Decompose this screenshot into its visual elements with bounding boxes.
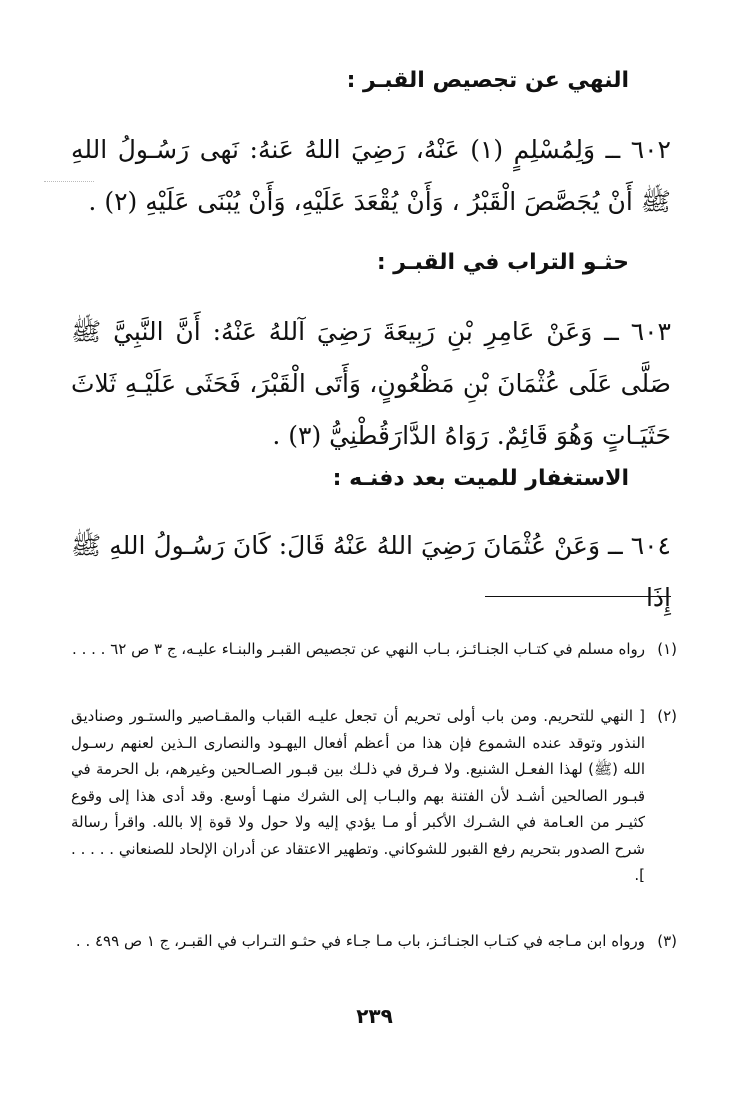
- section-heading-plastering-grave: النهي عن تجصيص القبـر :: [346, 68, 629, 93]
- section-heading-seeking-forgiveness: الاستغفار للميت بعد دفنـه :: [332, 466, 629, 491]
- page-number: ٢٣٩: [356, 1004, 393, 1028]
- footnote-1: [71, 636, 677, 663]
- footnote-text: رواه مسلم في كتـاب الجنـائـز، بـاب النهي عن تجصيص القبـر والبنـاء عليـه، ج ٣ ص ٦٢ . . . .: [72, 640, 645, 658]
- footnote-number: (١): [657, 640, 677, 658]
- hadith-603: ٦٠٣ ــ وَعَنْ عَامِرِ بْنِ رَبِيعَةَ رَضِيَ آللهُ عَنْهُ: أَنَّ النَّبِيَّ ﷺ صَلَّى عَلَى عُثْمَانَ بْنِ مَظْعُونٍ، وَأَتَى الْقَبْرَ، فَحَثَى عَلَيْـهِ ثَلاثَ حَثَيَـاتٍ وَهُوَ قَائِمٌ. رَوَاهُ الدَّارَقُطْنِيُّ (٣) .: [71, 317, 671, 450]
- footnote-number: (٣): [657, 932, 677, 950]
- hadith-604: ٦٠٤ ــ وَعَنْ عُثْمَانَ رَضِيَ اللهُ عَنْهُ قَالَ: كَانَ رَسُـولُ اللهِ ﷺ إِذَا: [71, 531, 671, 612]
- footnote-text: [ النهي للتحريم. ومن باب أولى تحريم أن تجعل عليـه القباب والمقـاصير والستـور وصناديق النذور وتوقد عنده الشموع فإن هذا من أعظم أفعال اليهـود والنصارى الـذين لعنهم رسـول الله (ﷺ) لهذا الفعـل الشنيع. ولا فـرق في ذلـك بين قبـور الصـالحين وغيرهم، بل الحرمة في قبـور الصالحين أشـد لأن الفتنة بهم والبـاب إلى الشرك منهـا أوسع. وقد أدى هذا إلى وقوع كثيـر من العـامة في الشـرك الأكبر أو مـا يؤدي إليه ولا حول ولا قوة إلا بالله. واقرأ رسالة شرح الصدور بتحريم رفع القبور للشوكاني. وتطهير الاعتقاد عن أدران الإلحاد للصنعاني . . . . . ].: [71, 707, 645, 884]
- footnote-text: ورواه ابن مـاجه في كتـاب الجنـائـز، باب مـا جـاء في حثـو التـراب في القبـر، ج ١ ص ٤٩٩ . .: [75, 932, 645, 950]
- footnote-3: [71, 928, 677, 955]
- section-heading-scattering-soil: حثـو التراب في القبـر :: [376, 250, 629, 275]
- footnote-divider: [485, 596, 671, 597]
- hadith-602: ٦٠٢ ــ وَلِمُسْلِمٍ (١) عَنْهُ، رَضِيَ اللهُ عَنهُ: نَهى رَسُـولُ اللهِ ﷺ أَنْ يُجَصَّصَ الْقَبْرُ ، وَأَنْ يُقْعَدَ عَلَيْهِ، وَأَنْ يُبْنَى عَلَيْهِ (٢) .: [71, 135, 671, 216]
- footnote-number: (٢): [657, 707, 677, 725]
- footnote-2: [71, 703, 677, 889]
